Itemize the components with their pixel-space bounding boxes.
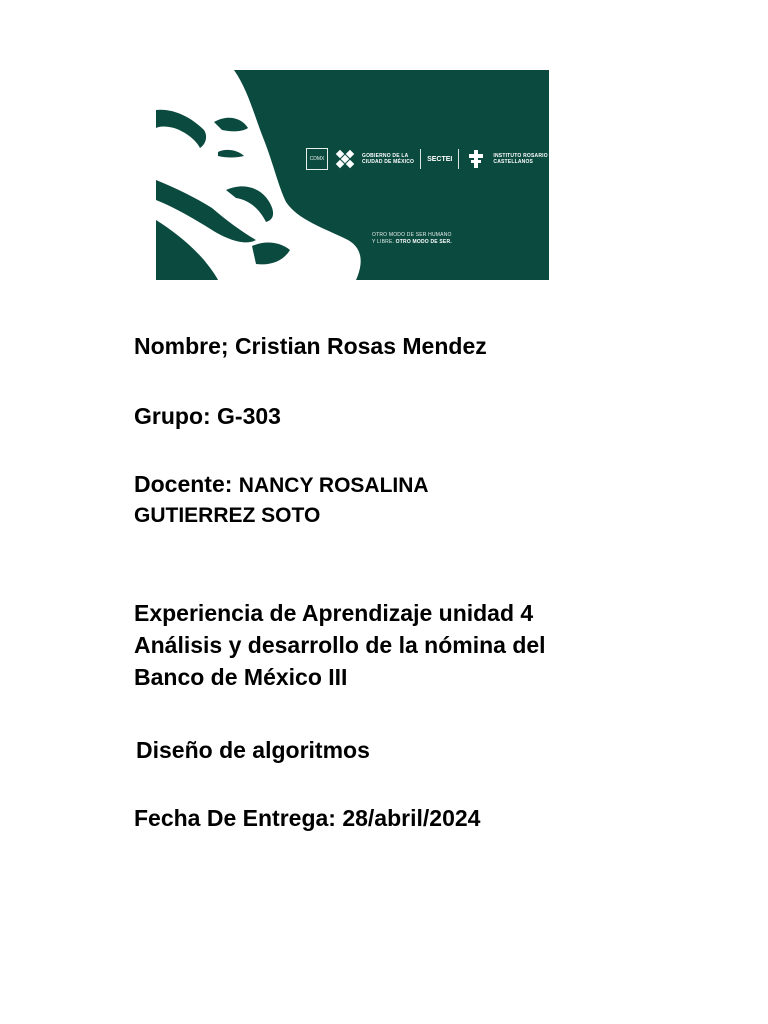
city-coat-of-arms-icon xyxy=(306,148,328,170)
logo-divider xyxy=(420,149,421,169)
face-silhouette-illustration xyxy=(156,70,549,280)
teacher-label: Docente: xyxy=(134,471,233,497)
cdmx-emblem-icon xyxy=(334,148,356,170)
instituto-rosario-text: INSTITUTO ROSARIO CASTELLANOS xyxy=(493,153,548,165)
experience-line-1: Experiencia de Aprendizaje unidad 4 xyxy=(134,600,534,626)
institution-banner xyxy=(156,70,549,280)
logo-strip xyxy=(306,148,548,170)
experience-line-2: Análisis y desarrollo de la nómina del xyxy=(134,632,546,658)
subject: Diseño de algoritmos xyxy=(136,737,370,763)
teacher-line-1 xyxy=(134,468,429,502)
teacher-name-part-1: NANCY ROSALINA xyxy=(238,474,429,497)
logo-divider xyxy=(458,149,459,169)
instituto-rosario-emblem-icon xyxy=(465,148,487,170)
delivery-date: Fecha De Entrega: 28/abril/2024 xyxy=(134,805,481,831)
sectei-logo-text: SECTEI xyxy=(427,155,453,163)
experience-line-3: Banco de México III xyxy=(134,664,348,690)
logo-1-text: CDMX xyxy=(309,156,325,162)
group: Grupo: G-303 xyxy=(134,403,281,429)
gobierno-cdmx-text: GOBIERNO DE LA CIUDAD DE MÉXICO xyxy=(362,153,415,165)
student-name: Nombre; Cristian Rosas Mendez xyxy=(134,333,487,359)
banner-slogan: OTRO MODO DE SER HUMANO Y LIBRE. OTRO MODO DE SER. xyxy=(372,232,452,245)
teacher-name-part-2: GUTIERREZ SOTO xyxy=(134,504,321,527)
